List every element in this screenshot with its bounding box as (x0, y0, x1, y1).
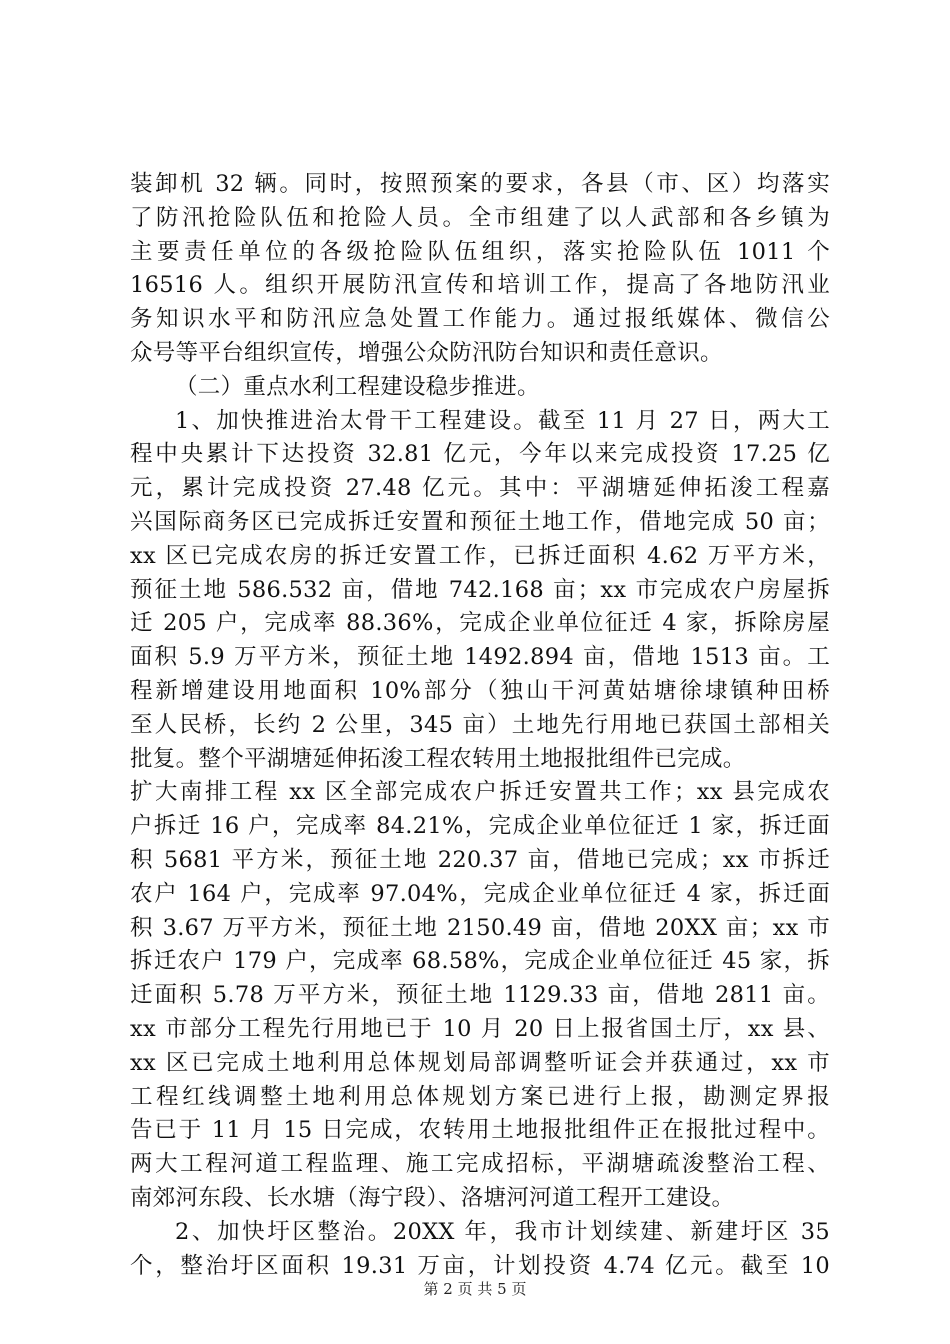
text-line: 程新增建设用地面积 10%部分（独山干河黄姑塘徐埭镇种田桥 (130, 677, 830, 704)
text-line: 积 5681 平方米，预征土地 220.37 亩，借地已完成；xx 市拆迁 (130, 846, 830, 873)
text-line: 装卸机 32 辆。同时，按照预案的要求，各县（市、区）均落实 (130, 171, 830, 197)
text-line: 拆迁农户 179 户，完成率 68.58%，完成企业单位征迁 45 家，拆 (130, 948, 830, 975)
document-body (130, 168, 830, 1283)
text-line: xx 区已完成土地利用总体规划局部调整听证会并获通过，xx 市 (130, 1049, 830, 1076)
text-line: 众号等平台组织宣传，增强公众防汛防台知识和责任意识。 (130, 339, 723, 366)
section-heading: （二）重点水利工程建设稳步推进。 (175, 373, 540, 400)
text-line: 南郊河东段、长水塘（海宁段）、洛塘河河道工程开工建设。 (130, 1184, 735, 1211)
text-line: 至人民桥，长约 2 公里，345 亩）土地先行用地已获国土部相关 (130, 711, 830, 738)
text-line: 户拆迁 16 户，完成率 84.21%，完成企业单位征迁 1 家，拆迁面 (130, 813, 830, 840)
text-line: 工程红线调整土地利用总体规划方案已进行上报，勘测定界报 (130, 1083, 830, 1110)
text-line: 16516 人。组织开展防汛宣传和培训工作，提高了各地防汛业 (130, 272, 830, 299)
text-line: 农户 164 户，完成率 97.04%，完成企业单位征迁 4 家，拆迁面 (130, 880, 830, 907)
text-line: 告已于 11 月 15 日完成，农转用土地报批组件正在报批过程中。 (130, 1117, 830, 1144)
text-line: 主要责任单位的各级抢险队伍组织，落实抢险队伍 1011 个 (130, 238, 830, 265)
text-line: 预征土地 586.532 亩，借地 742.168 亩；xx 市完成农户房屋拆 (130, 576, 830, 603)
text-line: 2、加快圩区整治。20XX 年，我市计划续建、新建圩区 35 (175, 1218, 830, 1245)
text-line: xx 区已完成农房的拆迁安置工作，已拆迁面积 4.62 万平方米， (130, 542, 830, 569)
text-line: 面积 5.9 万平方米，预征土地 1492.894 亩，借地 1513 亩。工 (130, 644, 830, 671)
text-line: 迁 205 户，完成率 88.36%，完成企业单位征迁 4 家，拆除房屋 (130, 610, 830, 637)
text-line: 批复。整个平湖塘延伸拓浚工程农转用土地报批组件已完成。 (130, 745, 746, 772)
page-number-footer: 第 2 页 共 5 页 (423, 1280, 527, 1298)
text-line: 积 3.67 万平方米，预征土地 2150.49 亩，借地 20XX 亩；xx 市 (130, 914, 830, 941)
text-line: 个，整治圩区面积 19.31 万亩，计划投资 4.74 亿元。截至 10 (130, 1252, 830, 1279)
text-line: xx 市部分工程先行用地已于 10 月 20 日上报省国土厅，xx 县、 (130, 1015, 830, 1042)
text-line: 务知识水平和防汛应急处置工作能力。通过报纸媒体、微信公 (130, 306, 830, 333)
text-line: 元，累计完成投资 27.48 亿元。其中：平湖塘延伸拓浚工程嘉 (130, 475, 830, 502)
text-line: 迁面积 5.78 万平方米，预征土地 1129.33 亩，借地 2811 亩。 (130, 982, 830, 1009)
text-line: 两大工程河道工程监理、施工完成招标，平湖塘疏浚整治工程、 (130, 1151, 830, 1178)
text-line: 兴国际商务区已完成拆迁安置和预征土地工作，借地完成 50 亩； (130, 508, 830, 535)
text-line: 扩大南排工程 xx 区全部完成农户拆迁安置共工作；xx 县完成农 (130, 779, 830, 806)
text-line: 程中央累计下达投资 32.81 亿元，今年以来完成投资 17.25 亿 (130, 441, 830, 468)
text-line: 了防汛抢险队伍和抢险人员。全市组建了以人武部和各乡镇为 (130, 204, 830, 231)
text-line: 1、加快推进治太骨干工程建设。截至 11 月 27 日，两大工 (175, 407, 830, 434)
